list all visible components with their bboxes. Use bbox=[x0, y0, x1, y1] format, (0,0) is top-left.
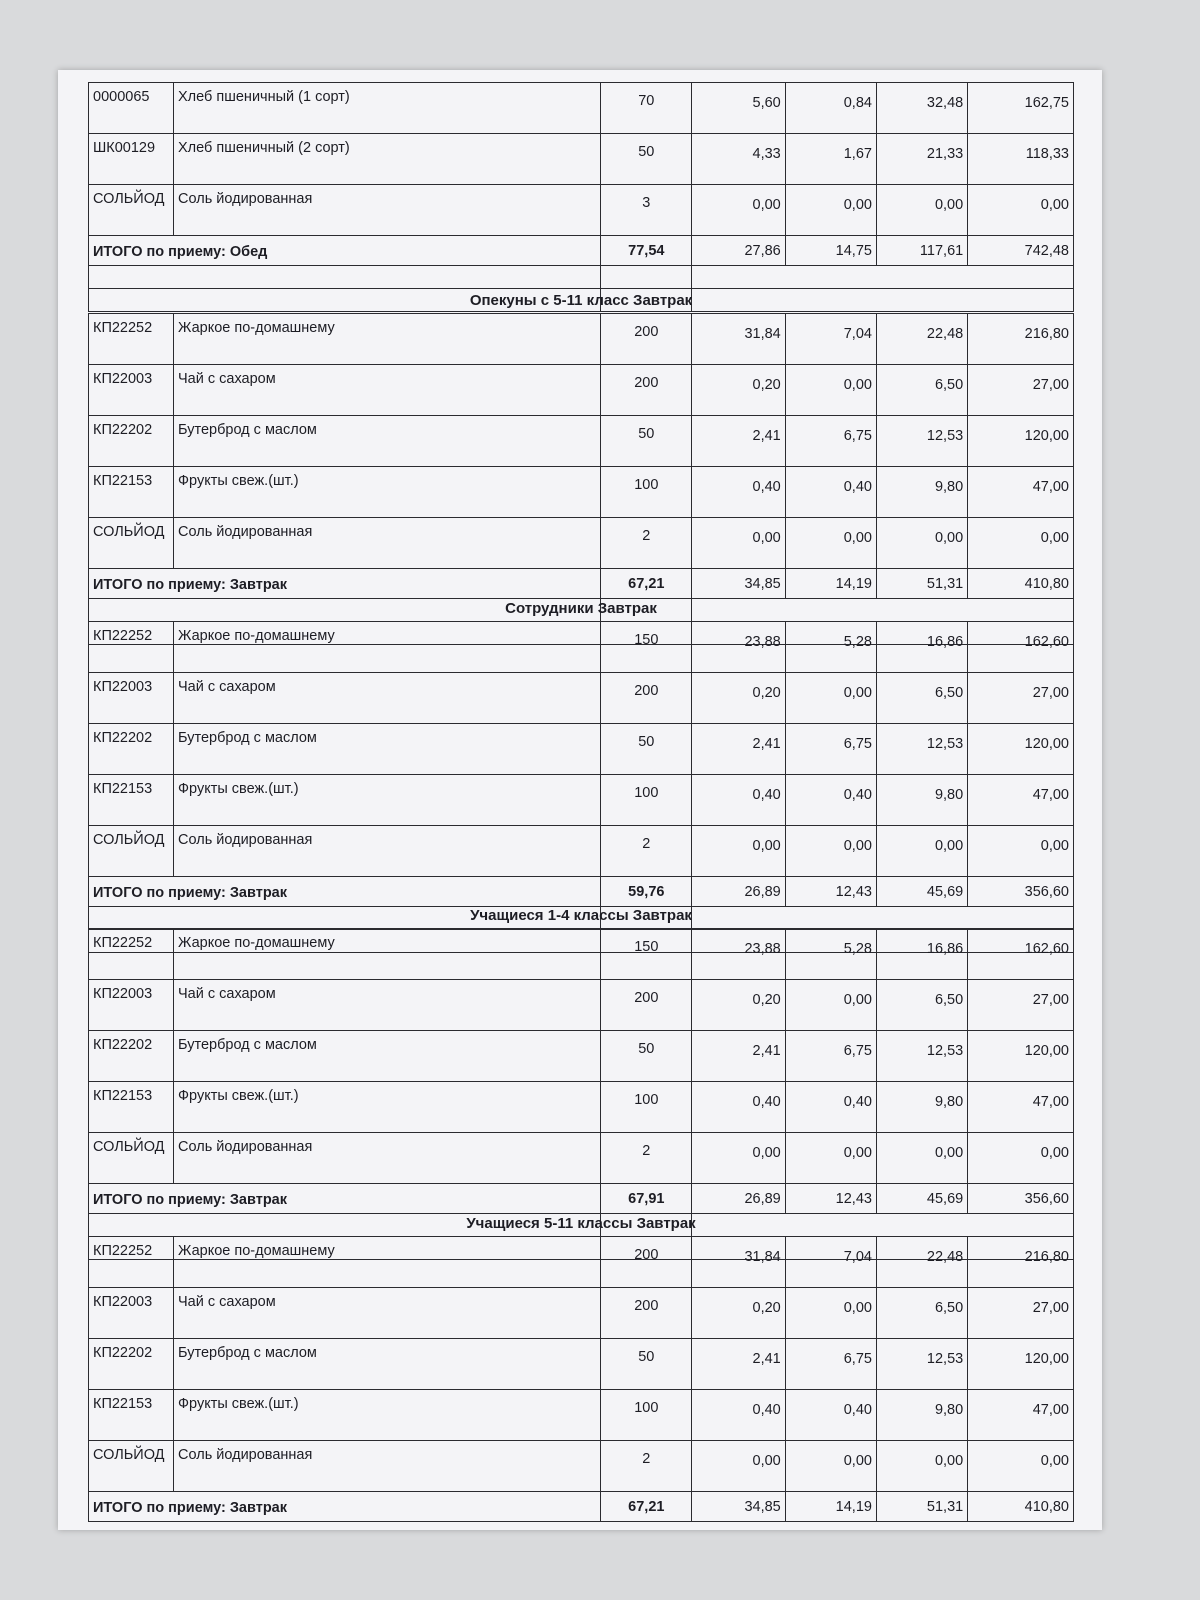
total-fat: 12,43 bbox=[785, 877, 876, 907]
item-name: Соль йодированная bbox=[174, 185, 601, 236]
item-protein: 5,60 bbox=[692, 83, 785, 134]
item-protein: 0,20 bbox=[692, 365, 785, 416]
total-carbs: 51,31 bbox=[876, 1492, 967, 1522]
item-energy: 47,00 bbox=[968, 467, 1074, 518]
total-qty: 67,21 bbox=[601, 1492, 692, 1522]
item-energy: 120,00 bbox=[968, 724, 1074, 775]
item-energy: 0,00 bbox=[968, 1441, 1074, 1492]
item-code: КП22153 bbox=[89, 1082, 174, 1133]
item-code: КП22202 bbox=[89, 724, 174, 775]
item-energy: 0,00 bbox=[968, 185, 1074, 236]
item-energy: 118,33 bbox=[968, 134, 1074, 185]
table-row bbox=[89, 826, 1074, 877]
item-name: Чай с сахаром bbox=[174, 980, 601, 1031]
section-students-5-11-breakfast bbox=[88, 1212, 1074, 1522]
total-fat: 14,75 bbox=[785, 236, 876, 266]
total-qty: 67,21 bbox=[601, 569, 692, 599]
total-carbs: 45,69 bbox=[876, 877, 967, 907]
item-protein: 31,84 bbox=[692, 314, 785, 365]
item-carbs: 22,48 bbox=[876, 1237, 967, 1288]
total-label: ИТОГО по приему: Завтрак bbox=[89, 569, 601, 599]
item-code: КП22153 bbox=[89, 775, 174, 826]
item-fat: 0,84 bbox=[785, 83, 876, 134]
item-protein: 0,20 bbox=[692, 1288, 785, 1339]
total-row bbox=[89, 877, 1074, 907]
item-fat: 7,04 bbox=[785, 314, 876, 365]
item-fat: 5,28 bbox=[785, 622, 876, 673]
total-qty: 59,76 bbox=[601, 877, 692, 907]
total-energy: 410,80 bbox=[968, 569, 1074, 599]
item-qty: 200 bbox=[601, 1288, 692, 1339]
table-row bbox=[89, 929, 1074, 980]
item-carbs: 22,48 bbox=[876, 314, 967, 365]
item-qty: 100 bbox=[601, 775, 692, 826]
item-protein: 0,00 bbox=[692, 518, 785, 569]
item-name: Фрукты свеж.(шт.) bbox=[174, 467, 601, 518]
menu-table bbox=[88, 82, 1074, 312]
item-name: Соль йодированная bbox=[174, 1133, 601, 1184]
item-carbs: 0,00 bbox=[876, 826, 967, 877]
table-row bbox=[89, 622, 1074, 673]
item-code: СОЛЬЙОД bbox=[89, 1441, 174, 1492]
table-row bbox=[89, 1237, 1074, 1288]
table-row bbox=[89, 83, 1074, 134]
table-row bbox=[89, 1339, 1074, 1390]
item-code: КП22252 bbox=[89, 314, 174, 365]
item-qty: 200 bbox=[601, 980, 692, 1031]
total-energy: 356,60 bbox=[968, 1184, 1074, 1214]
table-row bbox=[89, 518, 1074, 569]
item-protein: 0,40 bbox=[692, 467, 785, 518]
item-carbs: 12,53 bbox=[876, 416, 967, 467]
item-name: Фрукты свеж.(шт.) bbox=[174, 1390, 601, 1441]
item-carbs: 6,50 bbox=[876, 673, 967, 724]
item-energy: 216,80 bbox=[968, 1237, 1074, 1288]
table-row bbox=[89, 314, 1074, 365]
table-row bbox=[89, 980, 1074, 1031]
table-row bbox=[89, 416, 1074, 467]
section-students-1-4-breakfast bbox=[88, 904, 1074, 1260]
total-label: ИТОГО по приему: Завтрак bbox=[89, 1184, 601, 1214]
item-protein: 4,33 bbox=[692, 134, 785, 185]
item-protein: 0,00 bbox=[692, 1441, 785, 1492]
item-fat: 0,40 bbox=[785, 467, 876, 518]
item-qty: 50 bbox=[601, 416, 692, 467]
item-code: СОЛЬЙОД bbox=[89, 518, 174, 569]
section-guardians-breakfast bbox=[88, 289, 1074, 645]
item-qty: 50 bbox=[601, 134, 692, 185]
item-qty: 3 bbox=[601, 185, 692, 236]
item-qty: 150 bbox=[601, 929, 692, 980]
item-qty: 100 bbox=[601, 467, 692, 518]
item-code: КП22202 bbox=[89, 1339, 174, 1390]
item-qty: 2 bbox=[601, 1441, 692, 1492]
item-name: Бутерброд с маслом bbox=[174, 1031, 601, 1082]
item-name: Бутерброд с маслом bbox=[174, 416, 601, 467]
item-fat: 0,00 bbox=[785, 980, 876, 1031]
item-protein: 0,40 bbox=[692, 1082, 785, 1133]
table-row bbox=[89, 134, 1074, 185]
item-code: КП22202 bbox=[89, 416, 174, 467]
item-carbs: 12,53 bbox=[876, 1031, 967, 1082]
item-code: КП22003 bbox=[89, 673, 174, 724]
item-name: Хлеб пшеничный (2 сорт) bbox=[174, 134, 601, 185]
section-title: Сотрудники Завтрак bbox=[505, 600, 657, 617]
item-energy: 120,00 bbox=[968, 1339, 1074, 1390]
item-code: 0000065 bbox=[89, 83, 174, 134]
item-energy: 47,00 bbox=[968, 775, 1074, 826]
item-qty: 2 bbox=[601, 826, 692, 877]
item-name: Жаркое по-домашнему bbox=[174, 1237, 601, 1288]
item-carbs: 6,50 bbox=[876, 365, 967, 416]
item-carbs: 9,80 bbox=[876, 775, 967, 826]
item-carbs: 16,86 bbox=[876, 929, 967, 980]
total-row bbox=[89, 1492, 1074, 1522]
item-fat: 6,75 bbox=[785, 1339, 876, 1390]
total-protein: 27,86 bbox=[692, 236, 785, 266]
item-qty: 2 bbox=[601, 1133, 692, 1184]
item-carbs: 0,00 bbox=[876, 518, 967, 569]
item-fat: 0,00 bbox=[785, 1288, 876, 1339]
total-row bbox=[89, 236, 1074, 266]
item-carbs: 0,00 bbox=[876, 1441, 967, 1492]
item-carbs: 21,33 bbox=[876, 134, 967, 185]
item-energy: 162,60 bbox=[968, 929, 1074, 980]
menu-table bbox=[88, 928, 1074, 1260]
total-fat: 14,19 bbox=[785, 569, 876, 599]
item-protein: 31,84 bbox=[692, 1237, 785, 1288]
item-code: СОЛЬЙОД bbox=[89, 185, 174, 236]
section-lunch bbox=[88, 82, 1074, 312]
total-protein: 34,85 bbox=[692, 1492, 785, 1522]
item-qty: 200 bbox=[601, 314, 692, 365]
item-protein: 0,20 bbox=[692, 980, 785, 1031]
menu-sheet bbox=[58, 70, 1102, 1530]
item-protein: 0,40 bbox=[692, 1390, 785, 1441]
table-row bbox=[89, 1082, 1074, 1133]
item-carbs: 6,50 bbox=[876, 1288, 967, 1339]
item-carbs: 0,00 bbox=[876, 1133, 967, 1184]
total-label: ИТОГО по приему: Обед bbox=[89, 236, 601, 266]
item-protein: 2,41 bbox=[692, 416, 785, 467]
item-name: Чай с сахаром bbox=[174, 365, 601, 416]
item-carbs: 9,80 bbox=[876, 1082, 967, 1133]
table-row bbox=[89, 467, 1074, 518]
total-qty: 67,91 bbox=[601, 1184, 692, 1214]
item-fat: 0,00 bbox=[785, 1133, 876, 1184]
item-qty: 100 bbox=[601, 1390, 692, 1441]
section-title: Учащиеся 1-4 классы Завтрак bbox=[470, 907, 692, 924]
item-qty: 200 bbox=[601, 1237, 692, 1288]
item-carbs: 12,53 bbox=[876, 724, 967, 775]
item-fat: 0,00 bbox=[785, 673, 876, 724]
total-energy: 410,80 bbox=[968, 1492, 1074, 1522]
item-energy: 216,80 bbox=[968, 314, 1074, 365]
item-code: КП22003 bbox=[89, 1288, 174, 1339]
item-fat: 6,75 bbox=[785, 724, 876, 775]
item-code: СОЛЬЙОД bbox=[89, 826, 174, 877]
item-name: Бутерброд с маслом bbox=[174, 724, 601, 775]
item-protein: 0,00 bbox=[692, 185, 785, 236]
item-qty: 70 bbox=[601, 83, 692, 134]
item-fat: 6,75 bbox=[785, 416, 876, 467]
item-carbs: 0,00 bbox=[876, 185, 967, 236]
total-protein: 34,85 bbox=[692, 569, 785, 599]
item-code: КП22252 bbox=[89, 929, 174, 980]
item-qty: 200 bbox=[601, 673, 692, 724]
item-energy: 27,00 bbox=[968, 980, 1074, 1031]
item-fat: 0,00 bbox=[785, 185, 876, 236]
item-carbs: 9,80 bbox=[876, 467, 967, 518]
total-fat: 14,19 bbox=[785, 1492, 876, 1522]
item-protein: 2,41 bbox=[692, 1339, 785, 1390]
item-code: КП22003 bbox=[89, 980, 174, 1031]
item-name: Чай с сахаром bbox=[174, 1288, 601, 1339]
item-energy: 47,00 bbox=[968, 1082, 1074, 1133]
total-qty: 77,54 bbox=[601, 236, 692, 266]
item-fat: 6,75 bbox=[785, 1031, 876, 1082]
total-protein: 26,89 bbox=[692, 1184, 785, 1214]
total-carbs: 117,61 bbox=[876, 236, 967, 266]
table-row bbox=[89, 724, 1074, 775]
blank-row bbox=[89, 266, 1074, 289]
item-carbs: 12,53 bbox=[876, 1339, 967, 1390]
total-carbs: 45,69 bbox=[876, 1184, 967, 1214]
total-energy: 742,48 bbox=[968, 236, 1074, 266]
item-energy: 0,00 bbox=[968, 518, 1074, 569]
menu-table bbox=[88, 313, 1074, 645]
table-row bbox=[89, 673, 1074, 724]
item-energy: 120,00 bbox=[968, 416, 1074, 467]
item-qty: 50 bbox=[601, 1339, 692, 1390]
item-fat: 0,40 bbox=[785, 1390, 876, 1441]
item-carbs: 32,48 bbox=[876, 83, 967, 134]
item-name: Жаркое по-домашнему bbox=[174, 929, 601, 980]
item-energy: 0,00 bbox=[968, 1133, 1074, 1184]
item-protein: 0,40 bbox=[692, 775, 785, 826]
item-code: КП22153 bbox=[89, 467, 174, 518]
item-code: ШК00129 bbox=[89, 134, 174, 185]
item-name: Соль йодированная bbox=[174, 826, 601, 877]
item-energy: 162,75 bbox=[968, 83, 1074, 134]
item-name: Фрукты свеж.(шт.) bbox=[174, 1082, 601, 1133]
item-protein: 0,00 bbox=[692, 826, 785, 877]
item-energy: 27,00 bbox=[968, 1288, 1074, 1339]
total-carbs: 51,31 bbox=[876, 569, 967, 599]
item-protein: 2,41 bbox=[692, 1031, 785, 1082]
item-name: Соль йодированная bbox=[174, 518, 601, 569]
item-qty: 200 bbox=[601, 365, 692, 416]
total-label: ИТОГО по приему: Завтрак bbox=[89, 877, 601, 907]
item-code: КП22252 bbox=[89, 622, 174, 673]
item-fat: 1,67 bbox=[785, 134, 876, 185]
item-code: КП22202 bbox=[89, 1031, 174, 1082]
item-code: КП22003 bbox=[89, 365, 174, 416]
item-qty: 150 bbox=[601, 622, 692, 673]
item-fat: 5,28 bbox=[785, 929, 876, 980]
item-carbs: 9,80 bbox=[876, 1390, 967, 1441]
section-title: Опекуны с 5-11 класс Завтрак bbox=[469, 292, 693, 309]
item-name: Жаркое по-домашнему bbox=[174, 314, 601, 365]
item-name: Фрукты свеж.(шт.) bbox=[174, 775, 601, 826]
table-row bbox=[89, 1031, 1074, 1082]
item-carbs: 6,50 bbox=[876, 980, 967, 1031]
total-protein: 26,89 bbox=[692, 877, 785, 907]
item-qty: 2 bbox=[601, 518, 692, 569]
table-row bbox=[89, 1441, 1074, 1492]
item-qty: 100 bbox=[601, 1082, 692, 1133]
total-row bbox=[89, 569, 1074, 599]
item-name: Бутерброд с маслом bbox=[174, 1339, 601, 1390]
table-row bbox=[89, 1133, 1074, 1184]
table-row bbox=[89, 365, 1074, 416]
item-fat: 0,40 bbox=[785, 775, 876, 826]
item-energy: 47,00 bbox=[968, 1390, 1074, 1441]
table-row bbox=[89, 185, 1074, 236]
item-protein: 0,00 bbox=[692, 1133, 785, 1184]
item-name: Хлеб пшеничный (1 сорт) bbox=[174, 83, 601, 134]
item-energy: 0,00 bbox=[968, 826, 1074, 877]
item-fat: 7,04 bbox=[785, 1237, 876, 1288]
item-fat: 0,00 bbox=[785, 518, 876, 569]
item-name: Соль йодированная bbox=[174, 1441, 601, 1492]
item-fat: 0,00 bbox=[785, 365, 876, 416]
total-fat: 12,43 bbox=[785, 1184, 876, 1214]
item-energy: 162,60 bbox=[968, 622, 1074, 673]
item-fat: 0,00 bbox=[785, 1441, 876, 1492]
total-row bbox=[89, 1184, 1074, 1214]
item-code: КП22252 bbox=[89, 1237, 174, 1288]
item-code: СОЛЬЙОД bbox=[89, 1133, 174, 1184]
item-energy: 27,00 bbox=[968, 365, 1074, 416]
item-name: Чай с сахаром bbox=[174, 673, 601, 724]
item-protein: 23,88 bbox=[692, 929, 785, 980]
item-fat: 0,00 bbox=[785, 826, 876, 877]
item-protein: 23,88 bbox=[692, 622, 785, 673]
table-row bbox=[89, 1390, 1074, 1441]
menu-table bbox=[88, 1236, 1074, 1522]
total-energy: 356,60 bbox=[968, 877, 1074, 907]
table-row bbox=[89, 775, 1074, 826]
table-row bbox=[89, 1288, 1074, 1339]
item-name: Жаркое по-домашнему bbox=[174, 622, 601, 673]
item-energy: 27,00 bbox=[968, 673, 1074, 724]
section-staff-breakfast bbox=[88, 597, 1074, 953]
section-title: Учащиеся 5-11 классы Завтрак bbox=[466, 1215, 696, 1232]
item-carbs: 16,86 bbox=[876, 622, 967, 673]
item-protein: 2,41 bbox=[692, 724, 785, 775]
item-fat: 0,40 bbox=[785, 1082, 876, 1133]
item-qty: 50 bbox=[601, 724, 692, 775]
item-protein: 0,20 bbox=[692, 673, 785, 724]
item-code: КП22153 bbox=[89, 1390, 174, 1441]
total-label: ИТОГО по приему: Завтрак bbox=[89, 1492, 601, 1522]
item-energy: 120,00 bbox=[968, 1031, 1074, 1082]
item-qty: 50 bbox=[601, 1031, 692, 1082]
